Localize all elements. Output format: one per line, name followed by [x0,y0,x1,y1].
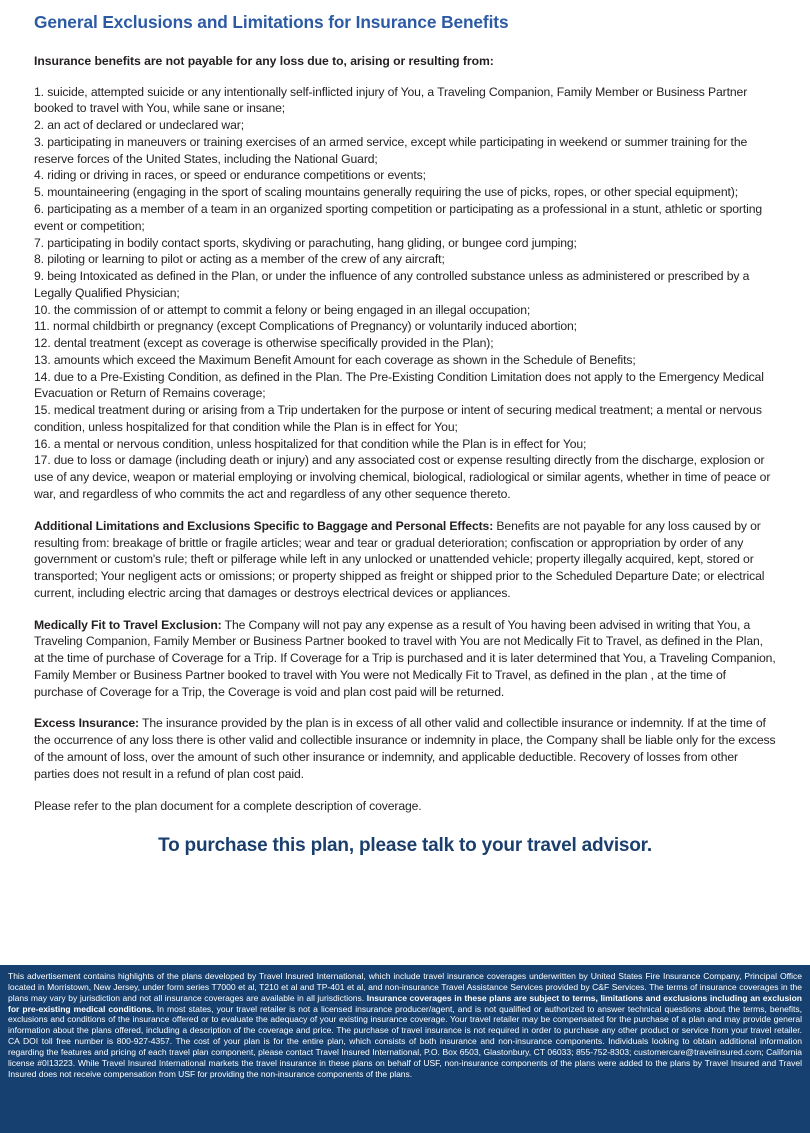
intro-statement: Insurance benefits are not payable for any loss due to, arising or resulting from: [34,53,494,68]
section-body: The insurance provided by the plan is in excess of all other valid and collectible insurance or indemnity. If at the time of the occurrence of any loss there is other valid and collectible insurance or indemnity in place, the Company shall be liable only for the excess of the amount of loss, over the amount of such other insurance or indemnity, and applicable deductible. Recovery of losses from other parties does not result in a refund of plan cost paid. [34,716,776,781]
exclusions-list [34,84,776,503]
list-item: 11. normal childbirth or pregnancy (except Complications of Pregnancy) or voluntarily induced abortion; [34,319,577,334]
section-baggage [34,518,776,602]
page-title: General Exclusions and Limitations for Insurance Benefits [34,12,509,32]
list-item: 12. dental treatment (except as coverage is otherwise specifically provided in the Plan); [34,336,494,351]
layout-spacer [0,911,810,965]
section-medically-fit [34,617,776,701]
footer-bold-notice: Insurance coverages in these plans are subject to terms, limitations and exclusions including an exclusion for pre-existing medical conditions. [8,992,802,1014]
list-item: 1. suicide, attempted suicide or any intentionally self-inflicted injury of You, a Traveling Companion, Family Member or Business Partner booked to travel with You, while sane or insane; [34,84,748,116]
footer-text-part-1: This advertisement contains highlights of the plans developed by Travel Insured International, which include travel insurance coverages underwritten by United States Fire Insurance Company, Principal Office located in Morristown, New Jersey, under form series T7000 et al, T210 et al and TP-401 et al, and non-insurance Travel Assistance Services provided by C&F Services. The terms of insurance coverages in the plans may vary by jurisdiction and not all insurance coverages are available in all jurisdictions. [8,971,802,1003]
refer-note: Please refer to the plan document for a complete description of coverage. [34,799,422,814]
list-item: 16. a mental or nervous condition, unless hospitalized for that condition while the Plan is in effect for You; [34,436,587,451]
list-item: 2. an act of declared or undeclared war; [34,118,244,133]
footer-disclaimer [8,971,802,1079]
section-body: Benefits are not payable for any loss caused by or resulting from: breakage of brittle or fragile articles; wear and tear or gradual deterioration; confiscation or appropriation by order of any government or custom's rule; theft or pilferage while left in any unlocked or unattended vehicle; property illegally acquired, kept, stored or transported; Your negligent acts or omissions; or property shipped as freight or shipped prior to the Scheduled Departure Date; or electrical current, including electric arcing that damages or destroys electrical devices or appliances. [34,518,765,600]
list-item: 17. due to loss or damage (including death or injury) and any associated cost or expense resulting directly from the discharge, explosion or use of any device, weapon or material employing or involving chemical, biological, radiological or similar agents, whether in time of peace or war, and regardless of who commits the act and regardless of any other sequence thereto. [34,453,771,501]
section-excess-insurance [34,715,776,782]
footer-text-part-2: In most states, your travel retailer is not a licensed insurance producer/agent, and is not qualified or authorized to answer technical questions about the terms, benefits, exclusions and conditions of the insurance offered or to evaluate the adequacy of your existing insurance coverage. Your travel retailer may be compensated for the purchase of a plan and may provide general information about the plans offered, including a description of the coverage and price. The purchase of travel insurance is not required in order to purchase any other product or service from your travel retailer. CA DOI toll free number is 800-927-4357. The cost of your plan is for the entire plan, which consists of both insurance and non-insurance components. Individuals looking to obtain additional information regarding the features and pricing of each travel plan component, please contact Travel Insured International, P.O. Box 6503, Glastonbury, CT 06033; 855-752-8303; customercare@travelinsured.com; California license #0I13223. While Travel Insured International markets the travel insurance in these plans on behalf of USF, non-insurance components of the plans were added to the plans by Travel Insured and Travel Insured does not receive compensation from USF for providing the non-insurance components of the plans. [8,1003,802,1079]
list-item: 5. mountaineering (engaging in the sport of scaling mountains generally requiring the use of picks, ropes, or other special equipment); [34,185,738,200]
list-item: 14. due to a Pre-Existing Condition, as defined in the Plan. The Pre-Existing Condition Limitation does not apply to the Emergency Medical Evacuation or Return of Remains coverage; [34,369,764,401]
list-item: 9. being Intoxicated as defined in the Plan, or under the influence of any controlled substance unless as administered or prescribed by a Legally Qualified Physician; [34,269,750,300]
section-heading: Excess Insurance: [34,716,139,731]
list-item: 4. riding or driving in races, or speed or endurance competitions or events; [34,168,426,183]
section-heading: Additional Limitations and Exclusions Specific to Baggage and Personal Effects: [34,518,494,533]
list-item: 8. piloting or learning to pilot or acting as a member of the crew of any aircraft; [34,252,445,267]
list-item: 13. amounts which exceed the Maximum Benefit Amount for each coverage as shown in the Schedule of Benefits; [34,352,636,367]
list-item: 3. participating in maneuvers or training exercises of an armed service, except while participating in weekend or summer training for the reserve forces of the United States, including the National Guard; [34,134,748,166]
list-item: 10. the commission of or attempt to commit a felony or being engaged in an illegal occupation; [34,302,531,317]
list-item: 15. medical treatment during or arising from a Trip undertaken for the purpose or intent of securing medical treatment; a mental or nervous condition, unless hospitalized for that condition while the Plan is in effect for You; [34,403,762,434]
section-heading: Medically Fit to Travel Exclusion: [34,617,222,632]
legal-footer [0,965,810,1133]
list-item: 6. participating as a member of a team in an organized sporting competition or participating as a professional in a stunt, athletic or sporting event or competition; [34,201,763,233]
list-item: 7. participating in bodily contact sports, skydiving or parachuting, hang gliding, or bungee cord jumping; [34,235,577,250]
section-body: The Company will not pay any expense as a result of You having been advised in writing that You, a Traveling Companion, Family Member or Business Partner booked to travel with You are not Medically Fit to Travel, as defined in the Plan, at the time of purchase of Coverage for a Trip. If Coverage for a Trip is purchased and it is later determined that You, a Traveling Companion, Family Member or Business Partner booked to travel with You were not Medically Fit to Travel, as defined in the plan , at the time of purchase of Coverage for a Trip, the Coverage is void and plan cost paid will be returned. [34,617,776,699]
call-to-action: To purchase this plan, please talk to your travel advisor. [158,835,652,857]
